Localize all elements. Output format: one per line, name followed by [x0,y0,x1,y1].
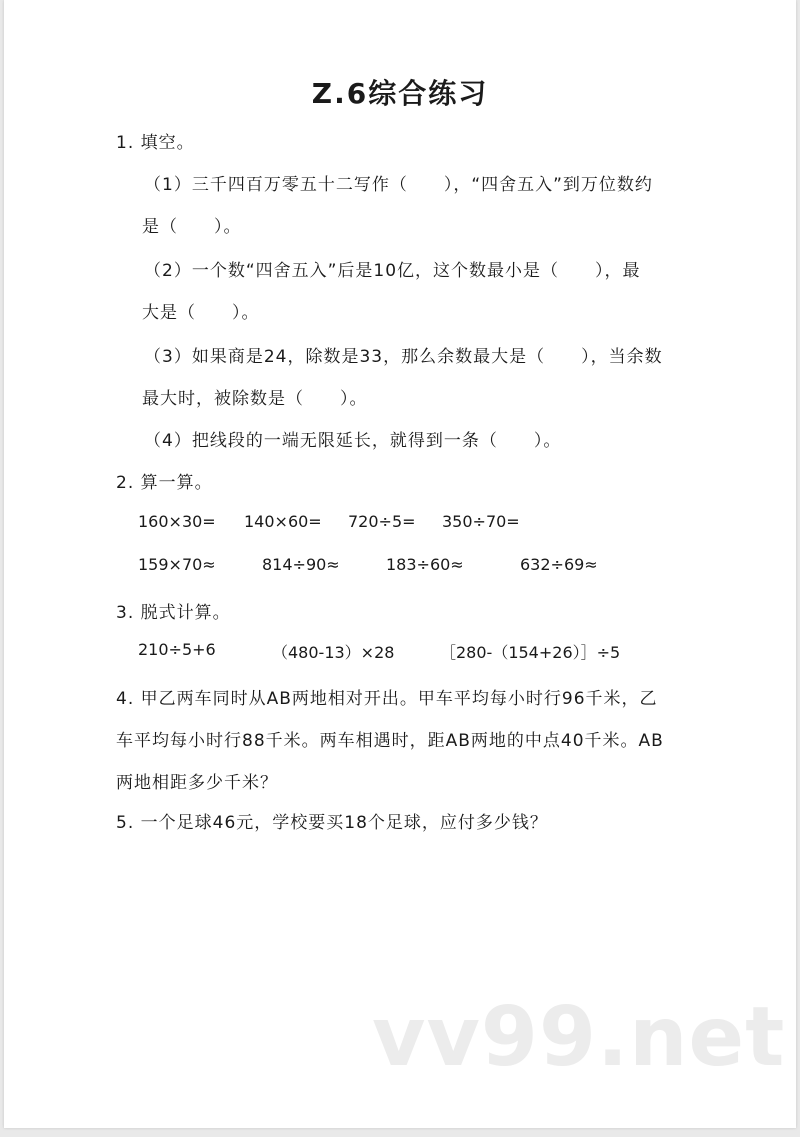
page-title: Z.6综合练习 [311,77,489,110]
q3-heading: 3. 脱式计算。 [116,603,231,623]
q2-calc: 159×70≈ [138,555,216,574]
q2-calc: 183÷60≈ [386,555,464,574]
q4-line2: 车平均每小时行88千米。两车相遇时，距AB两地的中点40千米。AB [116,731,664,751]
q4-line1: 4. 甲乙两车同时从AB两地相对开出。甲车平均每小时行96千米，乙 [116,689,658,709]
q2-calc: 720÷5= [348,512,416,531]
q1-part4-line1: （4）把线段的一端无限延长，就得到一条（ ）。 [144,431,562,451]
q2-heading: 2. 算一算。 [116,473,213,493]
q1-part3-line2: 最大时，被除数是（ ）。 [142,389,368,409]
q1-part3-line1: （3）如果商是24，除数是33，那么余数最大是（ ），当余数 [144,347,663,367]
q1-part1-line2: 是（ ）。 [142,217,242,237]
q1-part1-line1: （1）三千四百万零五十二写作（ ），“四舍五入”到万位数约 [144,175,653,195]
q1-heading: 1. 填空。 [116,133,195,153]
q2-calc: 632÷69≈ [520,555,598,574]
q3-expression: （480-13）×28 [272,643,395,662]
q1-part2-line2: 大是（ ）。 [142,303,260,323]
q4-line3: 两地相距多少千米？ [116,773,278,793]
q3-expression: ［280-（154+26）］÷5 [440,643,621,662]
q5-line1: 5. 一个足球46元，学校要买18个足球，应付多少钱？ [116,813,548,833]
q2-calc: 350÷70= [442,512,520,531]
q1-part2-line1: （2）一个数“四舍五入”后是10亿，这个数最小是（ ），最 [144,261,641,281]
worksheet-page [4,0,796,1128]
watermark: vv99.net [372,990,786,1085]
q3-expression: 210÷5+6 [138,640,216,659]
q2-calc: 814÷90≈ [262,555,340,574]
q2-calc: 160×30= [138,512,216,531]
q2-calc: 140×60= [244,512,322,531]
